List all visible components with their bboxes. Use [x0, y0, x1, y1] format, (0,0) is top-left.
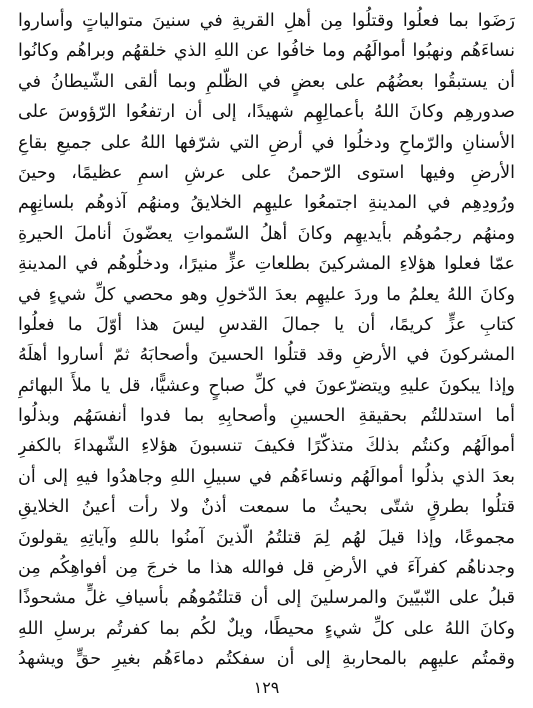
- text-line: بعدَ الذي بذلُوا أموالَهُم ونساءَهُم في سبيلِ اللهِ وجاهدُوا فيهِ إلى أن: [18, 466, 515, 487]
- text-line: وجدناهُم كفرآءَ في الأرضِ قل فوالله هذا ما خرجَ مِن أفواهِكُم مِن: [18, 558, 515, 579]
- text-line: المشركونَ في الأرضِ وقد قتلُوا الحسينَ وأصحابَهُ ثمّ أساروا أهلَهُ: [18, 345, 515, 366]
- text-line: ومنهُم رجمُوهُم بأيديهِم وكانَ أهلُ السّمواتِ يعضّونَ أناملَ الحيرةِ: [18, 223, 515, 244]
- text-line: الأسنانِ والرّماحِ ودخلُوا في أرضِ التي شرّفها اللهُ على جميعِ بقاعِ: [18, 132, 515, 153]
- text-line: الأرضِ وفيها استوى الرّحمنُ على عرشِ اسمِ عظيمًا، وحينَ: [18, 162, 515, 183]
- text-line: أما استدللتُم بحقيقةِ الحسينِ وأصحابِهِ بما فدوا أنفسَهُم وبذلُوا: [18, 406, 515, 427]
- text-line: كتابِ عزٍّ كريمًا، أن يا جمالَ القدسِ ليسَ هذا أوّلَ ما فعلُوا: [18, 314, 515, 335]
- text-line: وقمتُم عليهِم بالمحاربةِ إلى أن سفكتُم دماءَهُم بغيرِ حقٍّ ويشهدُ: [18, 649, 515, 670]
- text-line: وكانَ اللهُ يعلمُ ما وردَ عليهِم بعدَ الدّخولِ وهو محصي كلِّ شيءٍ في: [18, 284, 515, 305]
- text-line: قتلُوا بطرقٍ شتّى بحيثُ ما سمعت أذنٌ ولا رأت أعينُ الخلايقِ: [18, 497, 515, 518]
- text-line: وإذا يبكونَ عليهِ ويتضرّعونَ في كلِّ صباحٍ وعشيًّا، قل يا ملأَ البهائمِ: [18, 375, 515, 396]
- text-line: مجموعًا، وإذا قيلَ لهُم لِمَ قتلتُمُ الّذينَ آمنُوا باللهِ وآياتِهِ يقولونَ: [18, 527, 515, 548]
- text-line: نساءَهُم ونهبُوا أموالَهُم وما خافُوا عن اللهِ الذي خلقهُم وبراهُم وكانُوا: [18, 41, 515, 62]
- text-line: رَضَوا بما فعلُوا وقتلُوا مِن أهلِ القريةِ في سنينَ متوالياتٍ وأساروا: [18, 11, 515, 31]
- text-line: أموالَهُم وكنتُم بذلكَ متذكّرًا فكيفَ تنسبونَ هؤلاءِ الشّهداءَ بالكفرِ: [18, 436, 515, 457]
- text-line: صدورهِم وكانَ اللهُ بأعمالِهِم شهيدًا، إلى أن ارتفعُوا الرّؤوسَ على: [18, 102, 515, 123]
- text-line: وكانَ اللهُ على كلِّ شيءٍ محيطًا، ويلٌ لكُم بما كفرتُم برسلِ اللهِ: [18, 618, 515, 639]
- text-body: [18, 6, 515, 675]
- page-number: ١٢٩: [253, 678, 280, 697]
- text-line: ورُودِهِم في المدينةِ اجتمعُوا عليهِم الخلايقُ ومنهُم آذوهُم بلسانِهِم: [18, 193, 515, 214]
- text-line: عمّا فعلوا هؤلاءِ المشركينَ بطلعاتِ عزٍّ منيرًا، ودخلُوهُم في المدينةِ: [18, 254, 515, 275]
- text-line: أن يستبقُوا بعضُهُم على بعضٍ في الظّلمِ وبما ألقى الشّيطانُ في: [18, 71, 515, 92]
- text-line: قبلُ على النّبيّينَ والمرسلينَ إلى أن قتلتُمُوهُم بأسيافِ غلٍّ مشحوذًا: [18, 588, 515, 609]
